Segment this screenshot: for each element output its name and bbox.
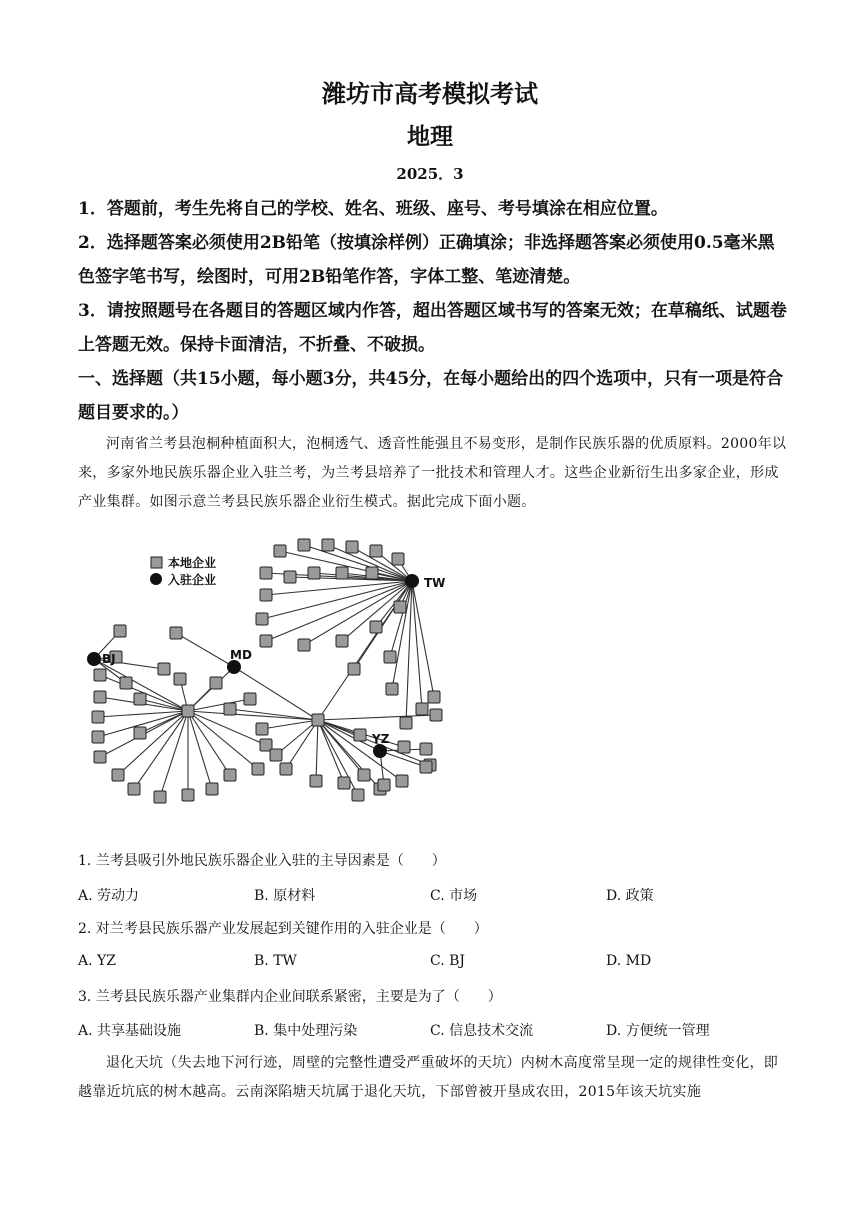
local-enterprise-node <box>256 723 268 735</box>
derivation-link <box>176 633 234 667</box>
question-3-option-a: A. 共享基础设施 <box>78 1023 182 1039</box>
local-enterprise-node <box>94 751 106 763</box>
local-enterprise-node <box>92 731 104 743</box>
local-enterprise-node <box>308 567 320 579</box>
local-enterprise-node <box>260 635 272 647</box>
exam-date: 2025．3 <box>396 165 464 183</box>
external-enterprise-md <box>227 660 241 674</box>
derivation-link <box>392 581 412 689</box>
label-tw: TW <box>424 576 446 590</box>
local-enterprise-node <box>182 789 194 801</box>
local-enterprise-node <box>114 625 126 637</box>
local-enterprise-node <box>416 703 428 715</box>
local-enterprise-node <box>384 651 396 663</box>
question-3-option-c: C. 信息技术交流 <box>430 1023 534 1039</box>
local-enterprise-node <box>206 783 218 795</box>
derivation-link <box>98 711 188 717</box>
question-1-option-d: D. 政策 <box>606 888 654 904</box>
derivation-link <box>412 581 434 697</box>
question-3-option-d: D. 方便统一管理 <box>606 1023 710 1039</box>
label-bj: BJ <box>102 652 116 666</box>
local-enterprise-node <box>428 691 440 703</box>
local-enterprise-node <box>170 627 182 639</box>
legend-local-label: 本地企业 <box>168 556 217 570</box>
local-enterprise-node <box>252 763 264 775</box>
local-enterprise-node <box>346 541 358 553</box>
local-enterprise-node <box>366 567 378 579</box>
question-2-stem: 2. 对兰考县民族乐器产业发展起到关键作用的入驻企业是（ ） <box>78 921 488 937</box>
local-enterprise-node <box>154 791 166 803</box>
legend-external-marker <box>150 573 162 585</box>
local-enterprise-node <box>260 589 272 601</box>
local-enterprise-node <box>128 783 140 795</box>
instruction-1: 1．答题前，考生先将自己的学校、姓名、班级、座号、考号填涂在相应位置。 <box>78 199 668 219</box>
local-enterprise-node <box>260 567 272 579</box>
instruction-2: 2．选择题答案必须使用2B铅笔（按填涂样例）正确填涂；非选择题答案必须使用0.5毫米黑色签字笔书写，绘图时，可用2B铅笔作答，字体工整、笔迹清楚。 <box>78 233 775 287</box>
hub-enterprise-node <box>182 705 194 717</box>
hub-enterprise-node <box>312 714 324 726</box>
local-enterprise-node <box>298 639 310 651</box>
local-enterprise-node <box>134 693 146 705</box>
derivation-link <box>286 720 318 769</box>
local-enterprise-node <box>352 789 364 801</box>
question-3-option-b: B. 集中处理污染 <box>254 1023 358 1039</box>
section-heading: 一、选择题（共15小题，每小题3分，共45分，在每小题给出的四个选项中，只有一项是符合题目要求的。） <box>78 369 784 423</box>
external-enterprise-bj <box>87 652 101 666</box>
question-2-option-a: A. YZ <box>78 953 116 969</box>
derivation-link <box>266 581 412 641</box>
question-2-option-d: D. MD <box>606 953 652 969</box>
question-1-stem: 1. 兰考县吸引外地民族乐器企业入驻的主导因素是（ ） <box>78 853 446 869</box>
passage-1: 河南省兰考县泡桐种植面积大，泡桐透气、透音性能强且不易变形，是制作民族乐器的优质原料。2000年以来，多家外地民族乐器企业入驻兰考，为兰考县培养了一批技术和管理人才。这些企业新衍生出多家企业，形成产业集群。如图示意兰考县民族乐器企业衍生模式。据此完成下面小题。 <box>78 436 787 510</box>
local-enterprise-node <box>224 703 236 715</box>
exam-subject: 地理 <box>407 123 453 150</box>
diagram-legend <box>150 555 216 587</box>
derivation-link <box>134 711 188 789</box>
derivation-link <box>318 720 380 751</box>
local-enterprise-node <box>210 677 222 689</box>
label-yz: YZ <box>372 732 390 746</box>
local-enterprise-node <box>378 779 390 791</box>
local-enterprise-node <box>134 727 146 739</box>
derivation-link <box>316 720 318 781</box>
local-enterprise-node <box>396 775 408 787</box>
local-enterprise-node <box>398 741 410 753</box>
exam-title: 潍坊市高考模拟考试 <box>322 79 538 108</box>
enterprise-derivation-diagram <box>80 533 470 833</box>
derivation-link <box>412 581 422 709</box>
local-enterprise-node <box>310 775 322 787</box>
question-1-option-c: C. 市场 <box>430 888 478 904</box>
local-enterprise-node <box>354 729 366 741</box>
local-enterprise-node <box>370 621 382 633</box>
derivation-link <box>188 699 250 711</box>
question-1-option-a: A. 劳动力 <box>78 888 140 904</box>
local-enterprise-node <box>386 683 398 695</box>
local-enterprise-node <box>370 545 382 557</box>
local-enterprise-node <box>112 769 124 781</box>
legend-external-label: 入驻企业 <box>168 573 217 587</box>
local-enterprise-node <box>394 601 406 613</box>
local-enterprise-node <box>358 769 370 781</box>
derivation-link <box>406 581 412 723</box>
question-2-option-c: C. BJ <box>430 953 466 969</box>
local-enterprise-node <box>338 777 350 789</box>
question-3-stem: 3. 兰考县民族乐器产业集群内企业间联系紧密，主要是为了（ ） <box>78 989 502 1005</box>
local-enterprise-node <box>174 673 186 685</box>
local-enterprise-node <box>158 663 170 675</box>
local-enterprise-node <box>284 571 296 583</box>
local-enterprise-node <box>430 709 442 721</box>
local-enterprise-node <box>420 743 432 755</box>
external-enterprise-yz <box>373 744 387 758</box>
local-enterprise-node <box>274 545 286 557</box>
local-enterprise-node <box>348 663 360 675</box>
local-enterprise-node <box>224 769 236 781</box>
local-enterprise-node <box>270 749 282 761</box>
instruction-3: 3．请按照题号在各题目的答题区域内作答，超出答题区域书写的答案无效；在草稿纸、试题卷上答题无效。保持卡面清洁，不折叠、不破损。 <box>78 301 787 355</box>
local-enterprise-node <box>336 635 348 647</box>
derivation-link <box>188 711 258 769</box>
local-enterprise-node <box>392 553 404 565</box>
local-enterprise-node <box>280 763 292 775</box>
local-enterprise-node <box>94 669 106 681</box>
local-enterprise-node <box>94 691 106 703</box>
label-md: MD <box>230 648 252 662</box>
local-enterprise-node <box>92 711 104 723</box>
external-enterprise-tw <box>405 574 419 588</box>
local-enterprise-node <box>322 539 334 551</box>
local-enterprise-node <box>244 693 256 705</box>
derivation-link <box>318 715 436 720</box>
local-enterprise-node <box>120 677 132 689</box>
local-enterprise-node <box>336 567 348 579</box>
question-1-option-b: B. 原材料 <box>254 888 316 904</box>
passage-2: 退化天坑（失去地下河行迹，周壁的完整性遭受严重破坏的天坑）内树木高度常呈现一定的规律性变化，即越靠近坑底的树木越高。云南深陷塘天坑属于退化天坑，下部曾被开垦成农田，2015年该天坑实施 <box>78 1055 779 1100</box>
local-enterprise-node <box>256 613 268 625</box>
local-enterprise-node <box>400 717 412 729</box>
derivation-link <box>188 711 212 789</box>
legend-local-marker <box>151 557 162 568</box>
local-enterprise-node <box>298 539 310 551</box>
local-enterprise-node <box>420 761 432 773</box>
question-2-option-b: B. TW <box>254 953 297 969</box>
